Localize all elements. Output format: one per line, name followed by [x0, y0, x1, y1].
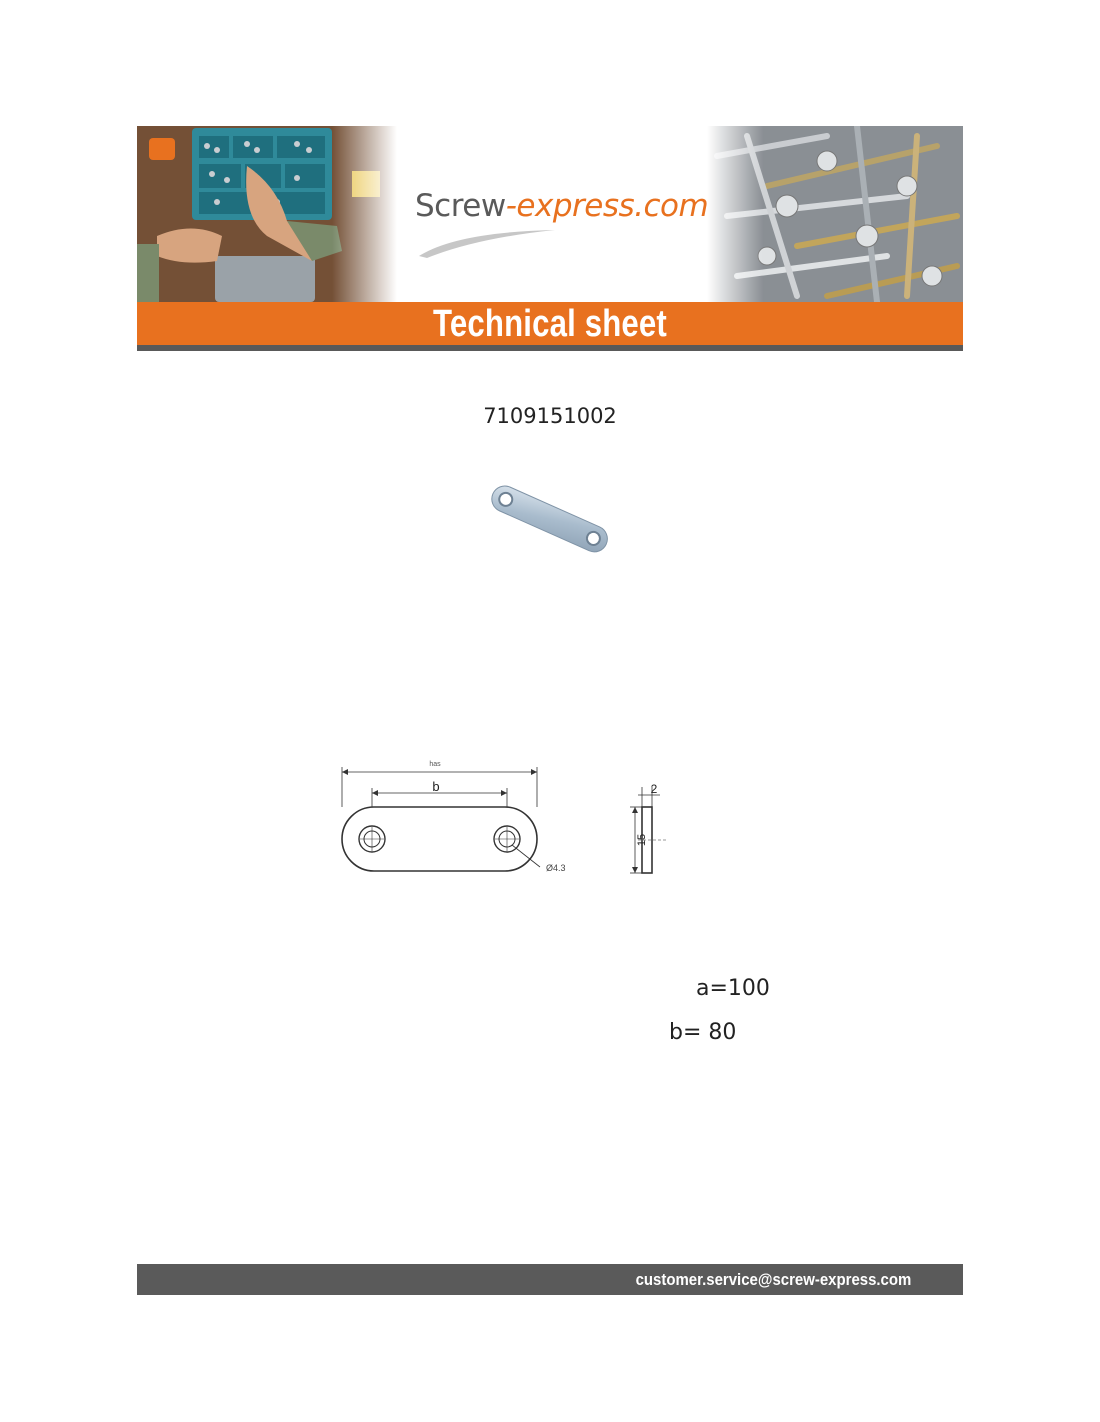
tools-workbench-image	[137, 126, 397, 302]
technical-drawing	[330, 755, 710, 885]
logo-swoosh-icon	[417, 226, 557, 260]
product-photo	[478, 474, 622, 564]
title-bar-divider	[137, 345, 963, 351]
part-number: 7109151002	[483, 404, 617, 428]
screws-pile-image	[707, 126, 963, 302]
drawing-label-hole-diameter: Ø4.3	[546, 863, 566, 873]
logo-text-screw: Screw	[415, 188, 506, 224]
logo-text-domain: -express.com	[505, 188, 709, 224]
contact-email-link[interactable]: customer.service@screw-express.com	[635, 1270, 911, 1289]
page-title: Technical sheet	[433, 303, 667, 345]
site-logo[interactable]	[415, 188, 708, 224]
header-banner	[137, 126, 963, 302]
dimension-a: a=100	[696, 976, 770, 1001]
drawing-label-hole-spacing: b	[432, 779, 440, 794]
drawing-label-width: 15	[636, 833, 648, 847]
dimension-b: b= 80	[669, 1020, 737, 1045]
drawing-label-thickness: 2	[650, 782, 658, 796]
drawing-label-overall-length: has	[429, 761, 441, 768]
footer-bar	[137, 1264, 963, 1295]
title-bar	[137, 302, 963, 345]
